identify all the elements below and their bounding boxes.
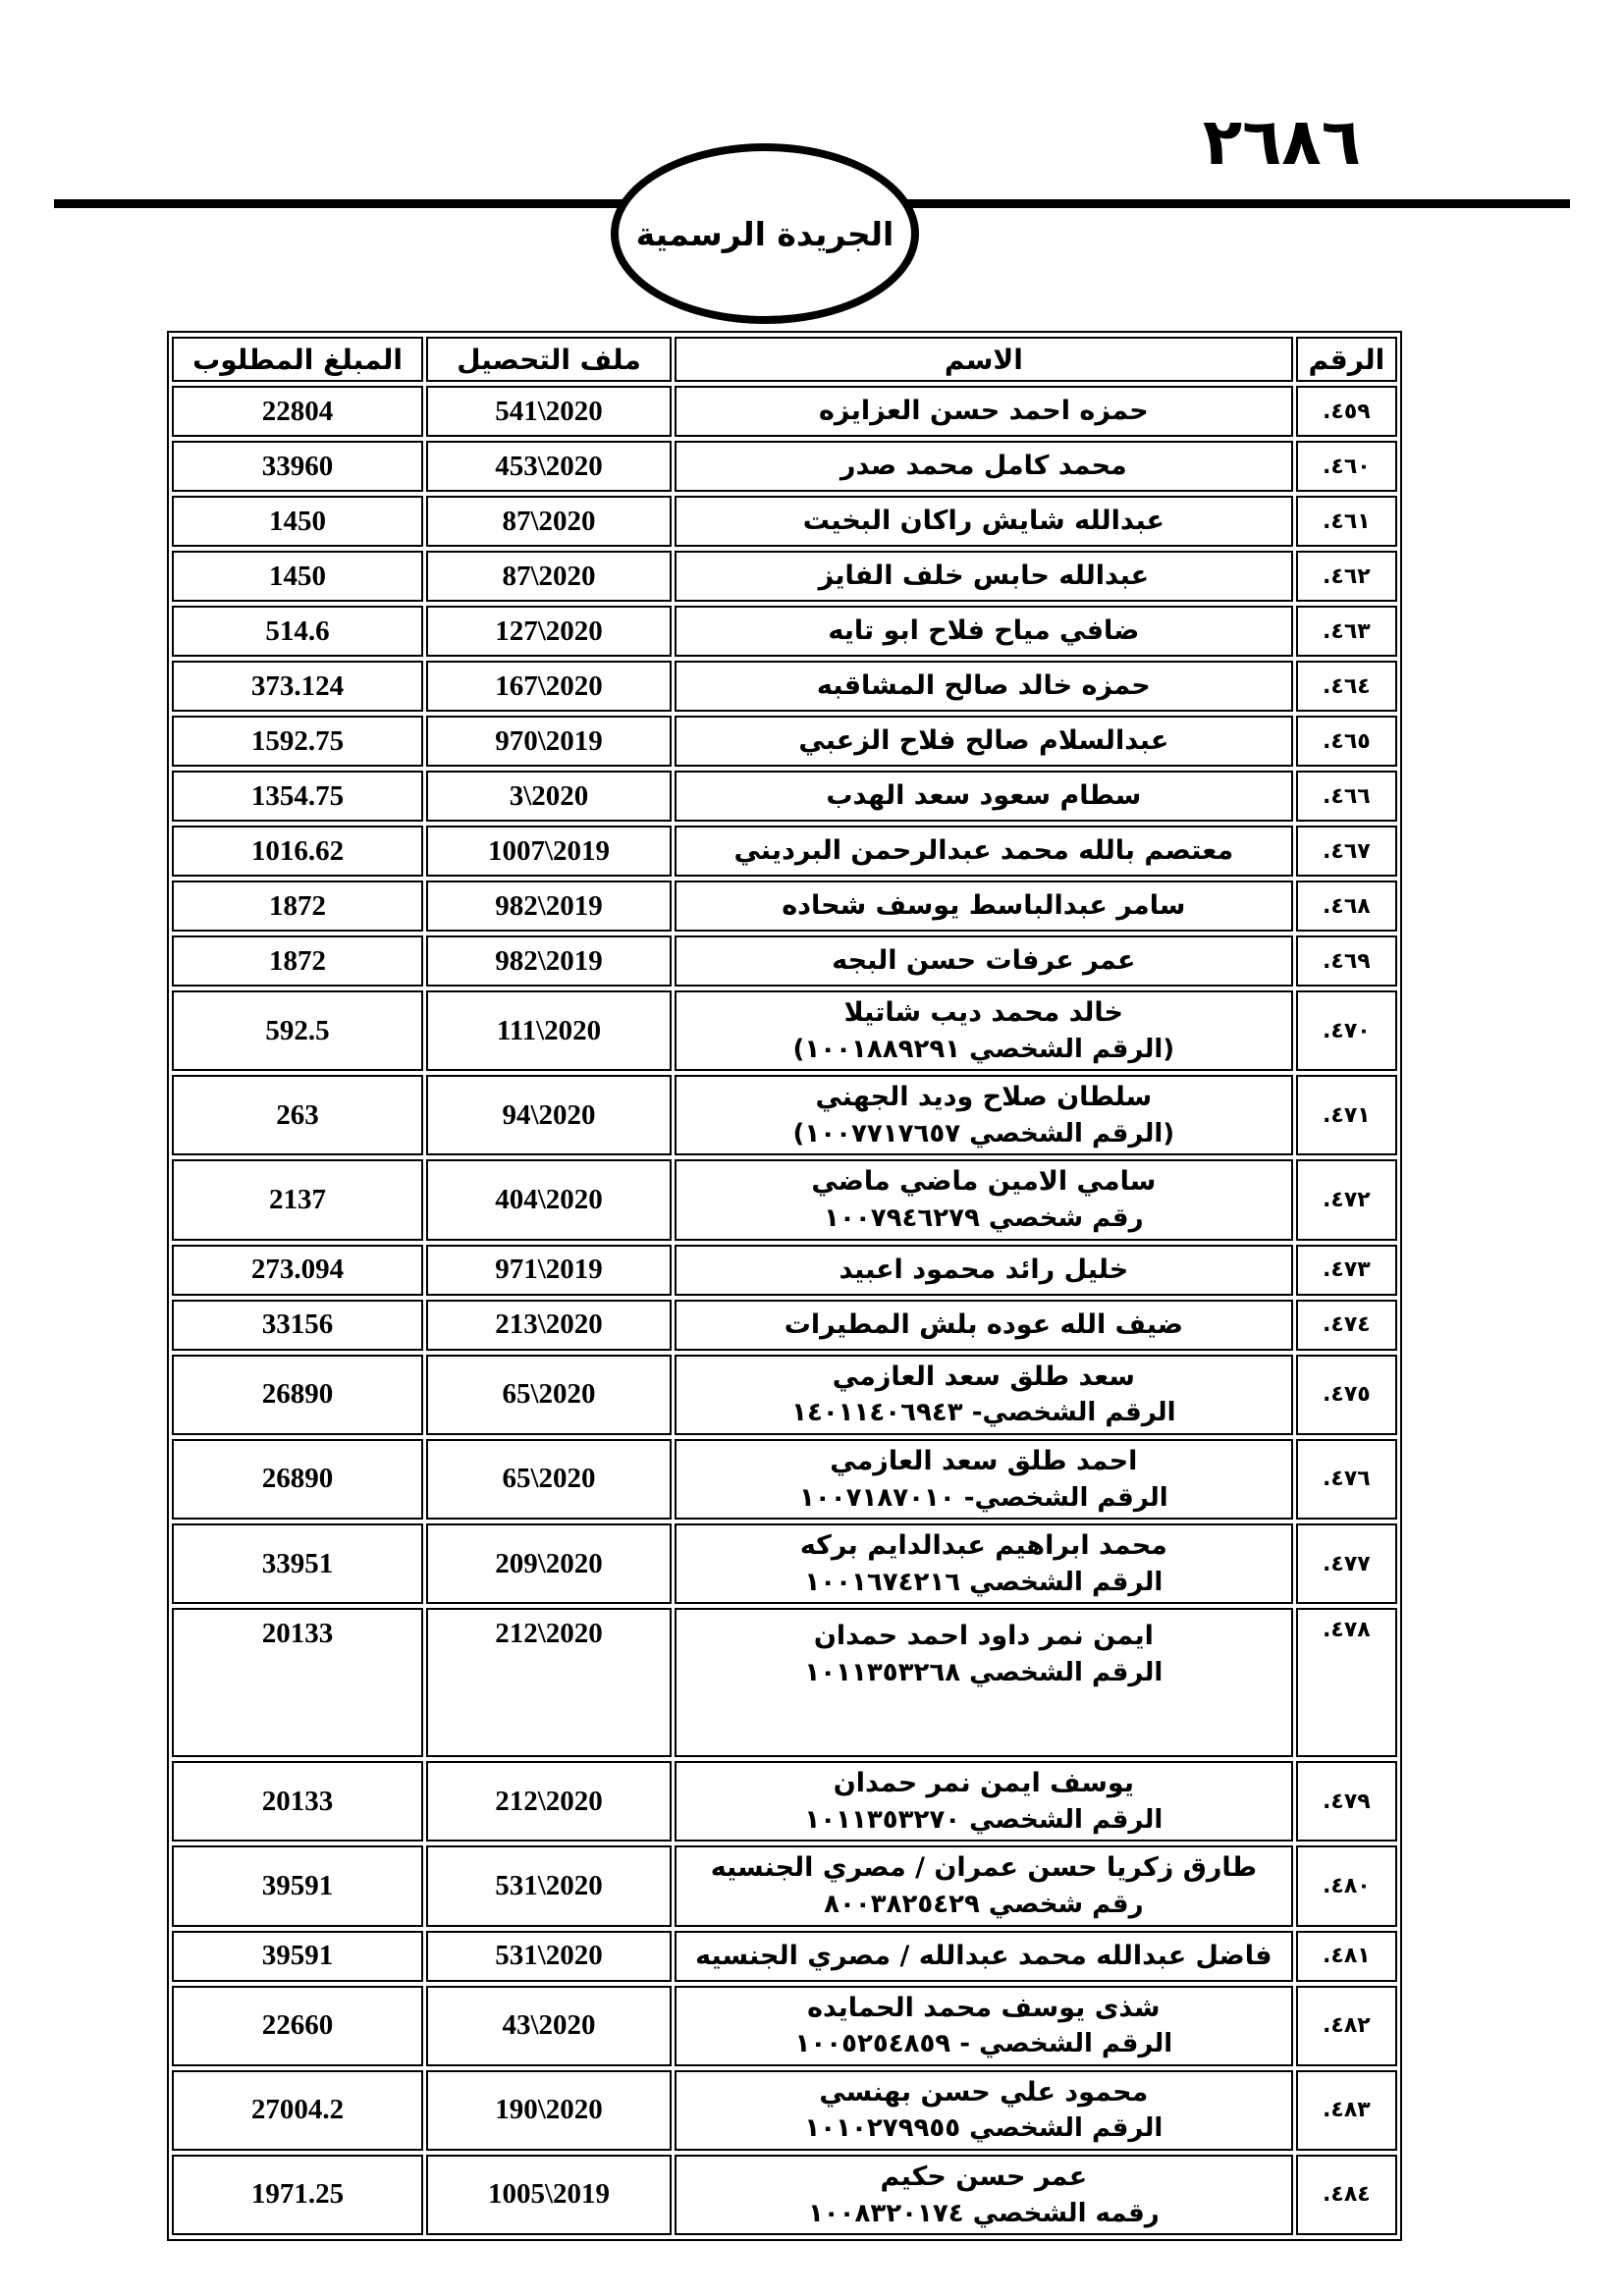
row-name-cell <box>675 990 1293 1071</box>
row-amount-cell <box>172 1355 423 1435</box>
collection-file-number: 213\2020 <box>495 1308 603 1341</box>
row-number-cell <box>1296 1245 1397 1296</box>
row-number: ٤٧٧. <box>1323 1551 1371 1576</box>
person-id-line: الرقم الشخصي- ١٤٠١١٤٠٦٩٤٣ <box>791 1398 1176 1428</box>
collection-file-number: 94\2020 <box>502 1098 596 1131</box>
row-amount-cell <box>172 2070 423 2151</box>
person-id-line: الرقم الشخصي ١٠٠١٦٧٤٢١٦ <box>804 1567 1164 1597</box>
table-row <box>172 1300 1397 1351</box>
row-amount-cell <box>172 1439 423 1520</box>
row-number-cell <box>1296 2070 1397 2151</box>
row-collection-file-cell <box>426 496 672 547</box>
row-number-cell <box>1296 606 1397 657</box>
row-number: ٤٦٧. <box>1323 838 1371 864</box>
row-collection-file-cell <box>426 1075 672 1155</box>
person-name: عبدالله شايش راكان البخيت <box>802 506 1164 537</box>
person-name: خالد محمد ديب شاتيلا <box>843 997 1124 1028</box>
collection-file-number: 212\2020 <box>495 1618 603 1650</box>
row-number: ٤٨٤. <box>1323 2182 1371 2208</box>
table-body <box>172 386 1397 2235</box>
collection-file-number: 982\2019 <box>495 944 603 977</box>
amount-due: 22660 <box>261 2009 334 2042</box>
table-row <box>172 1245 1397 1296</box>
collection-file-number: 970\2019 <box>495 724 603 757</box>
row-amount-cell <box>172 551 423 602</box>
person-id-line: الرقم الشخصي ١٠١١٣٥٣٢٦٨ <box>804 1657 1164 1687</box>
row-name-cell <box>675 551 1293 602</box>
amount-due: 1354.75 <box>250 779 345 812</box>
row-amount-cell <box>172 496 423 547</box>
row-amount-cell <box>172 1159 423 1240</box>
collection-file-number: 404\2020 <box>495 1183 603 1215</box>
table-row <box>172 606 1397 657</box>
person-name: سعد طلق سعد العازمي <box>832 1361 1135 1392</box>
person-name: احمد طلق سعد العازمي <box>830 1445 1138 1476</box>
row-number-cell <box>1296 826 1397 877</box>
row-name-cell <box>675 1439 1293 1520</box>
row-number: ٤٧٥. <box>1323 1382 1371 1408</box>
row-amount-cell <box>172 1931 423 1982</box>
header-name: الاسم <box>675 337 1293 382</box>
row-collection-file-cell <box>426 606 672 657</box>
collection-file-number: 87\2020 <box>502 505 596 537</box>
row-name-cell <box>675 826 1293 877</box>
row-name-cell <box>675 1608 1293 1757</box>
row-amount-cell <box>172 1845 423 1926</box>
person-name: خليل رائد محمود اعبيد <box>839 1254 1129 1285</box>
gazette-banner-title: الجريدة الرسمية <box>635 214 894 253</box>
table-row <box>172 1761 1397 1842</box>
collection-file-number: 541\2020 <box>495 395 603 427</box>
row-collection-file-cell <box>426 1608 672 1757</box>
row-collection-file-cell <box>426 935 672 987</box>
person-id-line: الرقم الشخصي ١٠١٠٢٧٩٩٥٥ <box>804 2113 1164 2144</box>
row-amount-cell <box>172 1986 423 2066</box>
table-row <box>172 1845 1397 1926</box>
table-row <box>172 441 1397 492</box>
row-name-cell <box>675 2070 1293 2151</box>
table-row <box>172 661 1397 712</box>
collection-file-number: 190\2020 <box>495 2094 603 2126</box>
row-number-cell <box>1296 1523 1397 1604</box>
row-amount-cell <box>172 661 423 712</box>
amount-due: 39591 <box>261 1869 334 1901</box>
row-name-cell <box>675 1761 1293 1842</box>
row-number-cell <box>1296 661 1397 712</box>
amount-due: 1450 <box>269 505 327 537</box>
amount-due: 263 <box>276 1098 319 1131</box>
collection-file-number: 65\2020 <box>502 1378 596 1411</box>
amount-due: 273.094 <box>250 1254 345 1286</box>
row-collection-file-cell <box>426 771 672 822</box>
collection-file-number: 209\2020 <box>495 1547 603 1579</box>
row-collection-file-cell <box>426 1159 672 1240</box>
row-number-cell <box>1296 2155 1397 2235</box>
row-number: ٤٨٠. <box>1323 1873 1371 1898</box>
row-number: ٤٧٢. <box>1323 1187 1371 1212</box>
row-number: ٤٦٠. <box>1323 454 1371 479</box>
row-number: ٤٨٣. <box>1323 2098 1371 2123</box>
row-number: ٤٧٩. <box>1323 1789 1371 1814</box>
row-collection-file-cell <box>426 1761 672 1842</box>
table-row <box>172 1075 1397 1155</box>
amount-due: 26890 <box>261 1463 334 1495</box>
table-row <box>172 1439 1397 1520</box>
amount-due: 20133 <box>261 1785 334 1817</box>
row-number: ٤٧٨. <box>1323 1618 1371 1643</box>
row-amount-cell <box>172 771 423 822</box>
row-collection-file-cell <box>426 441 672 492</box>
table-row <box>172 990 1397 1071</box>
row-collection-file-cell <box>426 551 672 602</box>
row-name-cell <box>675 881 1293 932</box>
person-name: معتصم بالله محمد عبدالرحمن البرديني <box>733 835 1234 867</box>
row-amount-cell <box>172 1300 423 1351</box>
collection-file-number: 127\2020 <box>495 614 603 647</box>
amount-due: 20133 <box>261 1618 334 1650</box>
row-collection-file-cell <box>426 1986 672 2066</box>
person-name: حمزه خالد صالح المشاقبه <box>816 670 1151 702</box>
row-number: ٤٦٢. <box>1323 563 1371 589</box>
row-number: ٤٧١. <box>1323 1102 1371 1128</box>
row-amount-cell <box>172 990 423 1071</box>
person-name: يوسف ايمن نمر حمدان <box>833 1768 1134 1799</box>
gazette-banner-oval <box>611 143 919 324</box>
row-collection-file-cell <box>426 2070 672 2151</box>
table-row <box>172 2070 1397 2151</box>
row-name-cell <box>675 606 1293 657</box>
row-amount-cell <box>172 826 423 877</box>
row-number-cell <box>1296 1845 1397 1926</box>
row-collection-file-cell <box>426 2155 672 2235</box>
row-collection-file-cell <box>426 1245 672 1296</box>
header-number: الرقم <box>1296 337 1397 382</box>
row-number: ٤٧٤. <box>1323 1312 1371 1338</box>
person-name: محمد ابراهيم عبدالدايم بركه <box>799 1529 1167 1561</box>
person-name: شذى يوسف محمد الحمايده <box>807 1992 1161 2023</box>
table-row <box>172 1159 1397 1240</box>
row-number-cell <box>1296 1986 1397 2066</box>
amount-due: 22804 <box>261 395 334 427</box>
row-amount-cell <box>172 1523 423 1604</box>
person-name: سامي الامين ماضي ماضي <box>811 1166 1157 1198</box>
row-number: ٤٦٥. <box>1323 728 1371 754</box>
row-collection-file-cell <box>426 826 672 877</box>
person-name: محمد كامل محمد صدر <box>839 451 1127 482</box>
row-number: ٤٦٩. <box>1323 948 1371 974</box>
table-row <box>172 771 1397 822</box>
row-number: ٤٧٦. <box>1323 1467 1371 1492</box>
person-id-line: رقم شخصي ١٠٠٧٩٤٦٢٧٩ <box>824 1203 1144 1234</box>
row-name-cell <box>675 496 1293 547</box>
row-amount-cell <box>172 1608 423 1757</box>
amount-due: 33951 <box>261 1547 334 1579</box>
row-amount-cell <box>172 881 423 932</box>
row-number-cell <box>1296 881 1397 932</box>
table-row <box>172 2155 1397 2235</box>
collection-file-number: 453\2020 <box>495 450 603 482</box>
collection-file-number: 531\2020 <box>495 1940 603 1971</box>
row-number-cell <box>1296 496 1397 547</box>
row-name-cell <box>675 1845 1293 1926</box>
row-name-cell <box>675 935 1293 987</box>
row-number: ٤٨١. <box>1323 1944 1371 1968</box>
row-number-cell <box>1296 1931 1397 1982</box>
row-number-cell <box>1296 1159 1397 1240</box>
row-number: ٤٦٣. <box>1323 618 1371 644</box>
table-row <box>172 1523 1397 1604</box>
row-name-cell <box>675 386 1293 437</box>
row-collection-file-cell <box>426 881 672 932</box>
table-row <box>172 386 1397 437</box>
amount-due: 1450 <box>269 560 327 592</box>
collection-file-number: 3\2020 <box>509 779 589 812</box>
row-name-cell <box>675 1300 1293 1351</box>
row-name-cell <box>675 771 1293 822</box>
row-name-cell <box>675 1986 1293 2066</box>
row-collection-file-cell <box>426 661 672 712</box>
amount-due: 1872 <box>269 944 327 977</box>
person-name: سطام سعود سعد الهدب <box>826 780 1142 812</box>
row-amount-cell <box>172 1075 423 1155</box>
row-amount-cell <box>172 935 423 987</box>
amount-due: 1971.25 <box>250 2178 345 2211</box>
row-number-cell <box>1296 1355 1397 1435</box>
person-name: محمود علي حسن بهنسي <box>819 2076 1149 2108</box>
row-amount-cell <box>172 2155 423 2235</box>
row-name-cell <box>675 1355 1293 1435</box>
row-number-cell <box>1296 990 1397 1071</box>
row-name-cell <box>675 2155 1293 2235</box>
row-collection-file-cell <box>426 1845 672 1926</box>
table-row <box>172 551 1397 602</box>
row-name-cell <box>675 1075 1293 1155</box>
header-collection-file: ملف التحصيل <box>426 337 672 382</box>
collection-file-number: 1005\2019 <box>487 2178 611 2211</box>
row-number: ٤٦٨. <box>1323 893 1371 919</box>
amount-due: 514.6 <box>265 614 330 647</box>
collection-file-number: 982\2019 <box>495 889 603 922</box>
table-row <box>172 935 1397 987</box>
header-amount-due: المبلغ المطلوب <box>172 337 423 382</box>
amount-due: 373.124 <box>250 669 345 702</box>
person-name: طارق زكريا حسن عمران / مصري الجنسيه <box>710 1852 1257 1884</box>
row-name-cell <box>675 1523 1293 1604</box>
row-number-cell <box>1296 716 1397 767</box>
table-header-row <box>172 337 1397 382</box>
collection-file-number: 111\2020 <box>496 1014 602 1046</box>
table-row <box>172 1608 1397 1757</box>
page-number: ٢٦٨٦ <box>1202 104 1361 180</box>
table-row <box>172 1355 1397 1435</box>
person-name: سامر عبدالباسط يوسف شحاده <box>782 890 1186 922</box>
person-name: فاضل عبدالله محمد عبدالله / مصري الجنسيه <box>695 1940 1272 1971</box>
table-row <box>172 1986 1397 2066</box>
row-amount-cell <box>172 606 423 657</box>
table-row <box>172 1931 1397 1982</box>
row-name-cell <box>675 441 1293 492</box>
row-number: ٤٧٠. <box>1323 1018 1371 1043</box>
row-amount-cell <box>172 1761 423 1842</box>
row-name-cell <box>675 716 1293 767</box>
row-number: ٤٧٣. <box>1323 1257 1371 1283</box>
row-name-cell <box>675 661 1293 712</box>
table-row <box>172 881 1397 932</box>
person-name: سلطان صلاح وديد الجهني <box>815 1082 1153 1113</box>
person-name: عبدالله حابس خلف الفايز <box>818 561 1150 592</box>
person-name: عبدالسلام صالح فلاح الزعبي <box>798 725 1169 757</box>
amount-due: 1592.75 <box>250 724 345 757</box>
collection-file-number: 65\2020 <box>502 1463 596 1495</box>
row-amount-cell <box>172 386 423 437</box>
row-number: ٤٨٢. <box>1323 2013 1371 2039</box>
person-id-line: الرقم الشخصي ١٠١١٣٥٣٢٧٠ <box>804 1804 1164 1835</box>
table-row <box>172 826 1397 877</box>
person-name: ايمن نمر داود احمد حمدان <box>813 1621 1154 1652</box>
collection-file-number: 531\2020 <box>495 1869 603 1901</box>
person-name: ضيف الله عوده بلش المطيرات <box>784 1308 1183 1340</box>
row-number: ٤٥٩. <box>1323 399 1371 424</box>
row-number: ٤٦٤. <box>1323 673 1371 699</box>
collection-file-number: 971\2019 <box>495 1254 603 1286</box>
person-name: ضافي مياح فلاح ابو تايه <box>828 615 1140 647</box>
person-name: حمزه احمد حسن العزايزه <box>818 396 1149 427</box>
collection-file-number: 43\2020 <box>502 2009 596 2042</box>
person-name: عمر عرفات حسن البجه <box>832 945 1136 977</box>
amount-due: 2137 <box>269 1183 327 1215</box>
row-number-cell <box>1296 1300 1397 1351</box>
collection-file-number: 212\2020 <box>495 1785 603 1817</box>
row-number-cell <box>1296 1761 1397 1842</box>
row-collection-file-cell <box>426 1523 672 1604</box>
collection-file-number: 1007\2019 <box>487 834 611 867</box>
person-id-line: الرقم الشخصي - ١٠٠٥٢٥٤٨٥٩ <box>794 2029 1173 2059</box>
person-id-line: (الرقم الشخصي ١٠٠٧٧١٧٦٥٧) <box>792 1118 1175 1148</box>
amount-due: 1872 <box>269 889 327 922</box>
row-collection-file-cell <box>426 1300 672 1351</box>
amount-due: 33960 <box>261 450 334 482</box>
records-table <box>167 331 1402 2241</box>
row-amount-cell <box>172 716 423 767</box>
person-name: عمر حسن حكيم <box>880 2161 1088 2192</box>
person-id-line: رقمه الشخصي ١٠٠٨٣٢٠١٧٤ <box>807 2198 1160 2228</box>
row-collection-file-cell <box>426 1931 672 1982</box>
amount-due: 39591 <box>261 1940 334 1971</box>
collection-file-number: 87\2020 <box>502 560 596 592</box>
row-number-cell <box>1296 1608 1397 1757</box>
row-collection-file-cell <box>426 386 672 437</box>
row-number-cell <box>1296 441 1397 492</box>
row-number-cell <box>1296 935 1397 987</box>
records-table-wrapper <box>167 331 1402 2241</box>
amount-due: 592.5 <box>265 1014 330 1046</box>
table-row <box>172 716 1397 767</box>
amount-due: 33156 <box>261 1308 334 1341</box>
row-amount-cell <box>172 441 423 492</box>
amount-due: 27004.2 <box>250 2094 345 2126</box>
table-row <box>172 496 1397 547</box>
row-collection-file-cell <box>426 716 672 767</box>
collection-file-number: 167\2020 <box>495 669 603 702</box>
row-amount-cell <box>172 1245 423 1296</box>
row-number: ٤٦٦. <box>1323 783 1371 809</box>
row-number-cell <box>1296 551 1397 602</box>
amount-due: 26890 <box>261 1378 334 1411</box>
row-number-cell <box>1296 1439 1397 1520</box>
row-name-cell <box>675 1159 1293 1240</box>
row-collection-file-cell <box>426 1439 672 1520</box>
row-number-cell <box>1296 771 1397 822</box>
row-number-cell <box>1296 386 1397 437</box>
row-number-cell <box>1296 1075 1397 1155</box>
row-number: ٤٦١. <box>1323 508 1371 534</box>
person-id-line: رقم شخصي ٨٠٠٣٨٢٥٤٢٩ <box>824 1890 1144 1920</box>
row-collection-file-cell <box>426 1355 672 1435</box>
person-id-line: (الرقم الشخصي ١٠٠١٨٨٩٢٩١) <box>792 1034 1175 1064</box>
row-name-cell <box>675 1931 1293 1982</box>
amount-due: 1016.62 <box>250 834 345 867</box>
person-id-line: الرقم الشخصي- ١٠٠٧١٨٧٠١٠ <box>799 1482 1168 1513</box>
row-name-cell <box>675 1245 1293 1296</box>
row-collection-file-cell <box>426 990 672 1071</box>
